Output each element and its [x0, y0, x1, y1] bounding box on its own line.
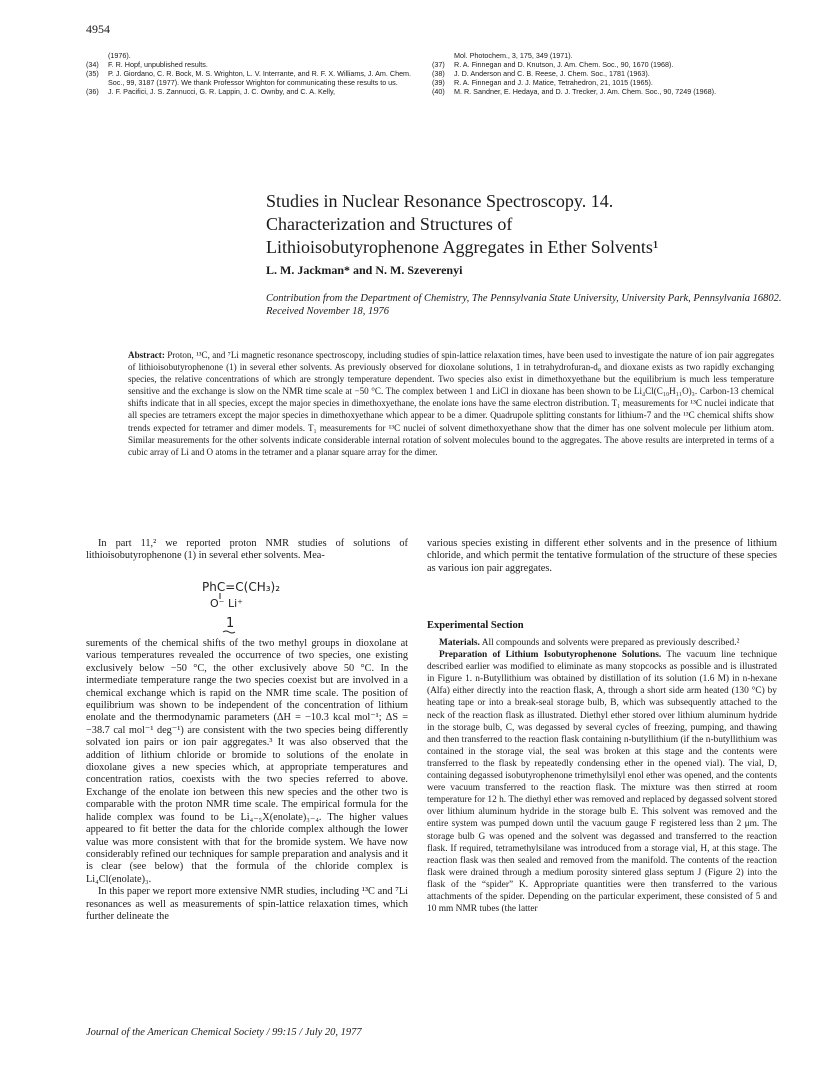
reference-item: Mol. Photochem., 3, 175, 349 (1971). [454, 51, 573, 60]
experimental-text [427, 637, 777, 915]
preparation-paragraph: Preparation of Lithium Isobutyrophenone Solutions. The vacuum line technique described earlier was modified to eliminate as many stopcocks as possible and is illustrated in Figure 1. n-Butyllithium was obtained by distillation of its solution (1.6 M) in n-hexane (Alfa) either directly into the reaction flask, A, through a short side arm heated (130 °C) by heating tape or into a break-seal storage bulb, B, which was subsequently attached to the neck of the reaction flask as illustrated. Diethyl ether stored over lithium aluminum hydride in the storage bulb, C, was degassed by several cycles of freezing, pumping, and thawing and then transferred to the reaction flask containing n-butyllithium (if the n-butyllithium was contained in the storage vial, the seal was broken at this stage and the contents were transferred to the flask by repeatedly condensing ether in the opened vial). The vial, D, containing degassed isobutyrophenone trimethylsilyl enol ether was opened, and the contents were vacuum transferred to the reaction flask. The mixture was then stirred at room temperature for 12 h. The diethyl ether was removed and replaced by degassed solvent stored over lithium aluminum hydride in the storage bulb E. This solvent was removed and the entire system was pumped down until the vacuum gauge F registered less than 2 μm. The storage bulb G was opened and the solvent was degassed and transferred to the reaction flask. If required, tetramethylsilane was introduced from a storage vial, H, at this stage. The reaction flask was then sealed and removed from the manifold. The contents of the reaction flask were drained through a medium porosity sintered glass septum J (Figure 2) into the flask of the “spider” K. Appropriate quantities were then transferred to the various attachments of the spider. Depending on the particular experiment, these consisted of 5 and 10 mm NMR tubes (the latter [427, 650, 777, 915]
title-line: Characterization and Structures of [266, 214, 513, 234]
reference-item: (35) P. J. Giordano, C. R. Bock, M. S. Wrighton, L. V. Interrante, and R. F. X. Williams, J. Am. Chem. Soc., 99, 3187 (1977). We thank Professor Wrighton for communicating these results to us. [86, 69, 412, 87]
compound-label: 1 [226, 616, 235, 631]
reference-item: (40) M. R. Sandner, E. Hedaya, and D. J. Trecker, J. Am. Chem. Soc., 90, 7249 (1968). [432, 87, 717, 96]
reference-item: (37) R. A. Finnegan and D. Knutson, J. Am. Chem. Soc., 90, 1670 (1968). [432, 60, 674, 69]
title-line: Studies in Nuclear Resonance Spectroscopy. 14. [266, 191, 614, 211]
abstract-label: Abstract: [128, 350, 165, 360]
intro-paragraph-1: In part 11,² we reported proton NMR studies of solutions of lithioisobutyrophenone (1) in several ether solvents. Mea- [86, 538, 408, 562]
page-number: 4954 [86, 22, 110, 36]
abstract [128, 349, 774, 458]
affiliation: Contribution from the Department of Chemistry, The Pennsylvania State University, University Park, Pennsylvania 16802. Received November 18, 1976 [266, 293, 782, 317]
structure-line-2: O⁻ Li⁺ [210, 597, 243, 610]
reference-item: (34) F. R. Hopf, unpublished results. [86, 60, 208, 69]
references-right [432, 51, 777, 96]
structure-diagram [196, 577, 306, 635]
article-title [266, 190, 786, 259]
title-line: Lithioisobutyrophenone Aggregates in Ether Solvents¹ [266, 237, 659, 257]
intro-paragraph-continued: various species existing in different ether solvents and in the presence of lithium chloride, and which permit the tentative formulation of the structure of these species as various ion pair aggregates. [427, 538, 777, 574]
abstract-text: Proton, ¹³C, and ⁷Li magnetic resonance spectroscopy, including studies of spin-lattice relaxation times, have been used to investigate the nature of ion pair aggregates of lithioisobutyrophenone (1) in several ether solvents. As previously observed for dioxolane solutions, 1 in tetrahydrofuran-d₈ and dioxane exists as two rapidly exchanging species, the relative concentrations of which are strongly temperature dependent. Two species also exist in dimethoxyethane but the equilibrium is much less temperature sensitive and the exchange is slow on the NMR time scale at −50 °C. The complex between 1 and LiCl in dioxane has been shown to be Li₄Cl(C₁₀H₁₁O)₃. Carbon-13 chemical shifts indicate that in all species, except the major species in dimethoxyethane, the enolate ions have the same electron distribution. T₁ measurements for ¹³C nuclei indicate that all species are tetramers except the major species in dimethoxyethane which appear to be a dimer. Quadrupole splitting constants for lithium-7 and the ¹³C chemical shifts show trends expected for tetramer and dimer models. T₁ measurements for ¹³C nuclei of solvent dimethoxyethane show that the dimer has one solvent molecule per lithium atom. Similar measurements for the other solvents indicate considerable internal rotation of solvent molecules bound to the aggregates. The above results are interpreted in terms of a cubic array of Li and O atoms in the tetramer and a planar square array for the dimer. [128, 350, 774, 457]
reference-item: (38) J. D. Anderson and C. B. Reese, J. Chem. Soc., 1781 (1963). [432, 69, 650, 78]
reference-item: (1976). [108, 51, 131, 60]
structure-line-1: PhC=C(CH₃)₂ [202, 580, 281, 594]
reference-item: (39) R. A. Finnegan and J. J. Matice, Tetrahedron, 21, 1015 (1965). [432, 78, 653, 87]
intro-paragraph-3: In this paper we report more extensive NMR studies, including ¹³C and ⁷Li resonances as well as measurements of spin-lattice relaxation times, which further delineate the [86, 886, 408, 922]
intro-paragraph-2: surements of the chemical shifts of the two methyl groups in dioxolane at various temperatures revealed the occurrence of two species, one existing exclusively below −50 °C, the other exclusively above 50 °C. In the intermediate temperature range the two species coexist but are involved in a chemical exchange which is rapid on the NMR time scale. The position of equilibrium was shown to be independent of the concentration of lithium enolate and the thermodynamic parameters (ΔH = −10.3 kcal mol⁻¹; ΔS = −38.7 cal mol⁻¹ deg⁻¹) are consistent with the two species being differently solvated ion pairs or ion pair aggregates.³ It was also observed that the addition of lithium chloride or bromide to solutions of the enolate in dioxolane gives a new species which, at appropriate temperatures and concentration ratios, coexists with the two species referred to above. Exchange of the enolate ion between this new species and the other two is comparable with the proton NMR time scale. The empirical formula for the halide complex was found to be Li₄₋₅X(enolate)₃₋₄. The higher values appeared to fit better the data for the chloride complex although the lower value was more consistent with that for the bromide system. We have now considerably refined our techniques for sample preparation and analysis and it is clear (see below) that the formula of the chloride complex is Li₄Cl(enolate)₃. [86, 638, 408, 885]
references-left [86, 51, 416, 96]
materials-paragraph: Materials. All compounds and solvents were prepared as previously described.² [439, 638, 740, 648]
intro-paragraph-2-column [86, 638, 408, 923]
authors: L. M. Jackman* and N. M. Szeverenyi [266, 263, 463, 277]
journal-footer: Journal of the American Chemical Society / 99:15 / July 20, 1977 [86, 1027, 362, 1038]
reference-item: (36) J. F. Pacifici, J. S. Zannucci, G. R. Lappin, J. C. Ownby, and C. A. Kelly, [86, 87, 336, 96]
section-heading: Experimental Section [427, 620, 524, 631]
